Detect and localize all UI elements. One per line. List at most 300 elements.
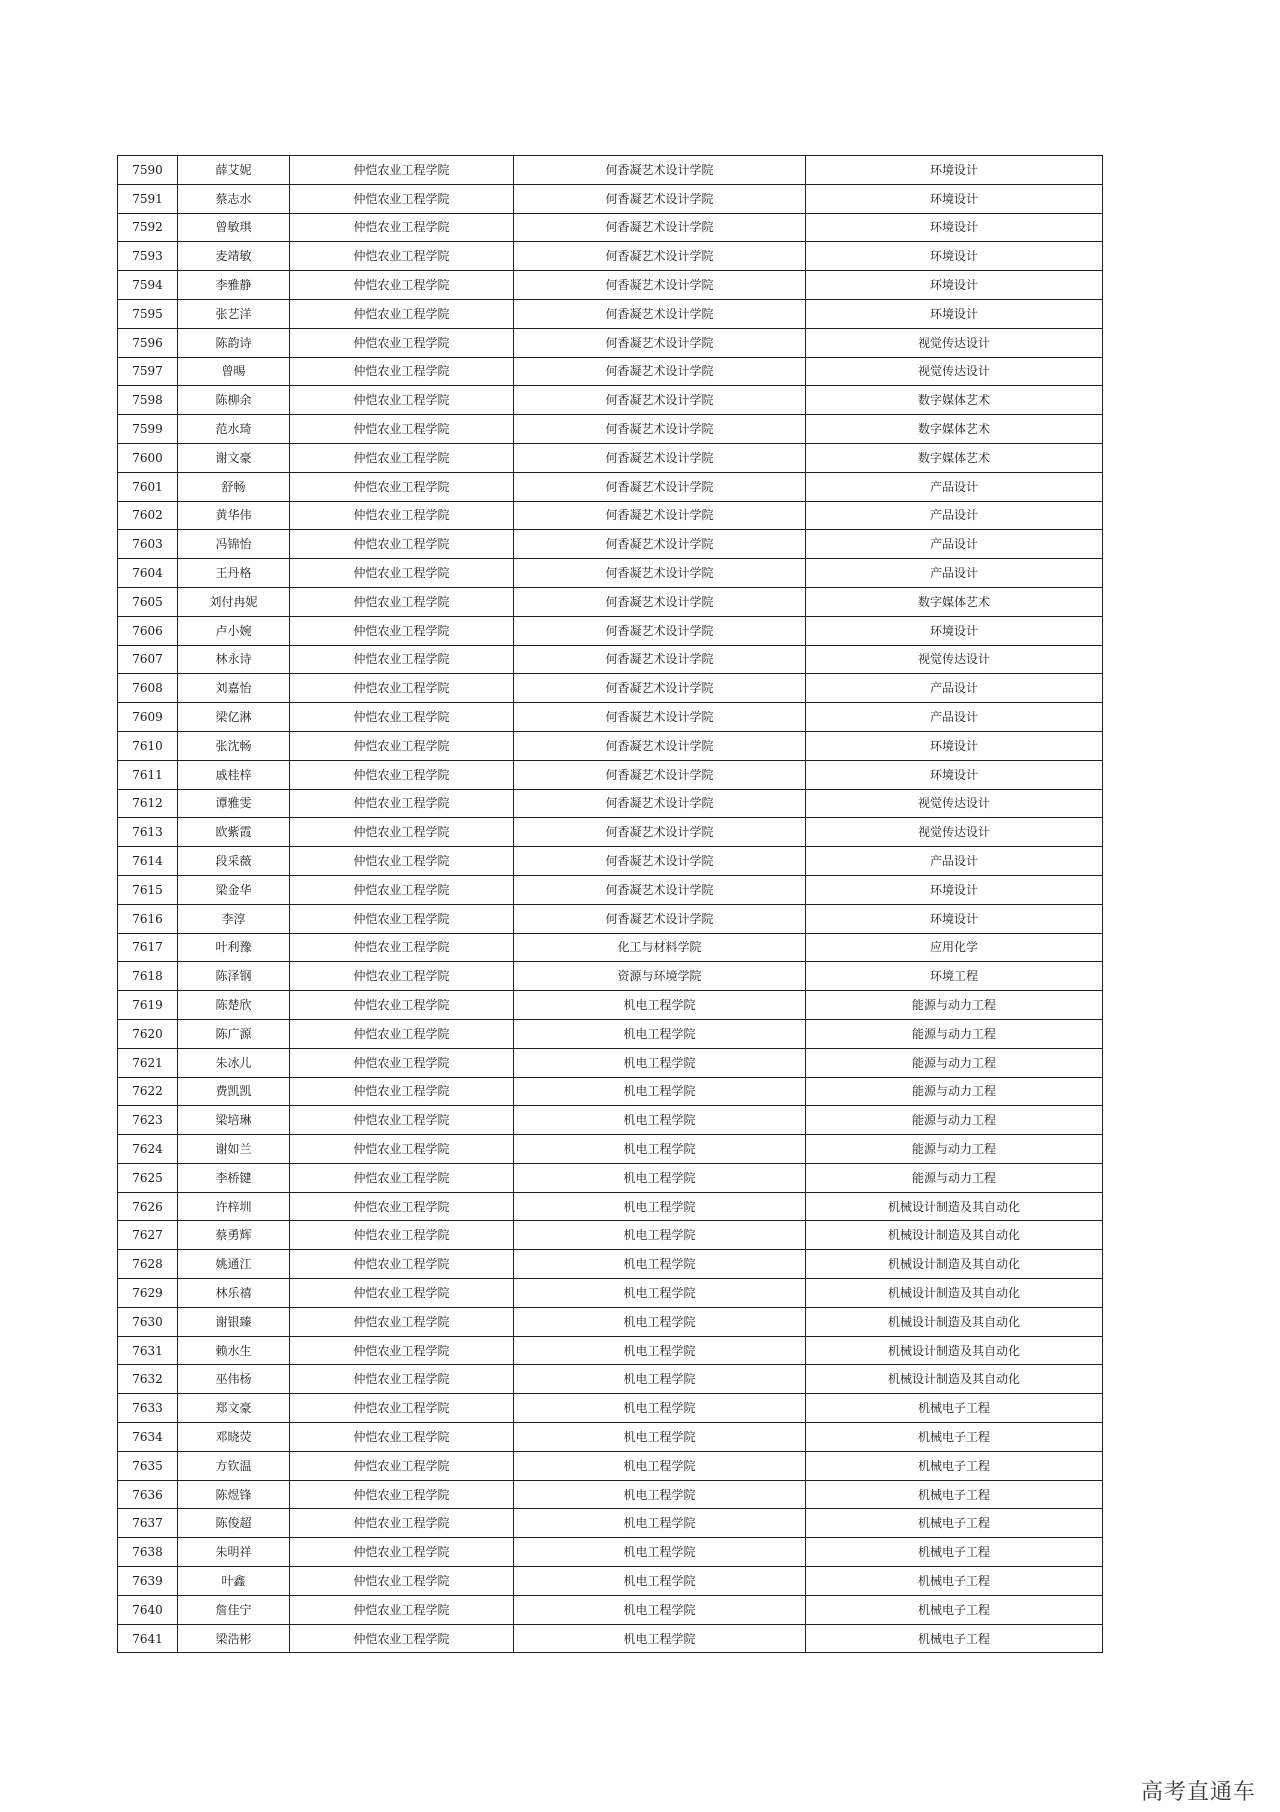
school-cell: 仲恺农业工程学院 [290,703,514,732]
table-row [118,1394,1103,1423]
school-cell: 仲恺农业工程学院 [290,847,514,876]
student-name-cell: 梁浩彬 [178,1624,290,1653]
row-number-cell: 7609 [118,703,178,732]
row-number-cell: 7619 [118,991,178,1020]
major-cell: 视觉传达设计 [806,818,1103,847]
college-cell: 何香凝艺术设计学院 [514,386,806,415]
table-row [118,443,1103,472]
student-name-cell: 卢小婉 [178,616,290,645]
table-row [118,760,1103,789]
row-number-cell: 7636 [118,1480,178,1509]
school-cell: 仲恺农业工程学院 [290,1106,514,1135]
row-number-cell: 7616 [118,904,178,933]
student-name-cell: 林乐禧 [178,1279,290,1308]
school-cell: 仲恺农业工程学院 [290,213,514,242]
major-cell: 数字媒体艺术 [806,415,1103,444]
college-cell: 机电工程学院 [514,1509,806,1538]
table-row [118,1221,1103,1250]
school-cell: 仲恺农业工程学院 [290,1595,514,1624]
college-cell: 机电工程学院 [514,1106,806,1135]
student-name-cell: 谢文豪 [178,443,290,472]
major-cell: 环境设计 [806,760,1103,789]
major-cell: 能源与动力工程 [806,1048,1103,1077]
student-name-cell: 陈煜锋 [178,1480,290,1509]
table-row [118,1019,1103,1048]
school-cell: 仲恺农业工程学院 [290,156,514,185]
student-name-cell: 戚桂梓 [178,760,290,789]
student-name-cell: 姚通江 [178,1250,290,1279]
row-number-cell: 7604 [118,559,178,588]
row-number-cell: 7620 [118,1019,178,1048]
row-number-cell: 7590 [118,156,178,185]
row-number-cell: 7593 [118,242,178,271]
table-row [118,991,1103,1020]
school-cell: 仲恺农业工程学院 [290,818,514,847]
school-cell: 仲恺农业工程学院 [290,1019,514,1048]
table-row [118,789,1103,818]
row-number-cell: 7611 [118,760,178,789]
school-cell: 仲恺农业工程学院 [290,731,514,760]
college-cell: 机电工程学院 [514,1567,806,1596]
table-row [118,674,1103,703]
school-cell: 仲恺农业工程学院 [290,271,514,300]
table-row [118,1336,1103,1365]
row-number-cell: 7618 [118,962,178,991]
student-name-cell: 费凯凯 [178,1077,290,1106]
college-cell: 何香凝艺术设计学院 [514,645,806,674]
student-name-cell: 薛艾妮 [178,156,290,185]
row-number-cell: 7638 [118,1538,178,1567]
college-cell: 何香凝艺术设计学院 [514,875,806,904]
college-cell: 机电工程学院 [514,1077,806,1106]
college-cell: 何香凝艺术设计学院 [514,530,806,559]
school-cell: 仲恺农业工程学院 [290,328,514,357]
major-cell: 能源与动力工程 [806,1163,1103,1192]
table-row [118,299,1103,328]
college-cell: 何香凝艺术设计学院 [514,472,806,501]
school-cell: 仲恺农业工程学院 [290,1567,514,1596]
major-cell: 机械电子工程 [806,1509,1103,1538]
table-row [118,587,1103,616]
row-number-cell: 7597 [118,357,178,386]
row-number-cell: 7633 [118,1394,178,1423]
college-cell: 机电工程学院 [514,1365,806,1394]
major-cell: 环境设计 [806,875,1103,904]
school-cell: 仲恺农业工程学院 [290,760,514,789]
college-cell: 机电工程学院 [514,1163,806,1192]
school-cell: 仲恺农业工程学院 [290,1336,514,1365]
student-name-cell: 麦靖敏 [178,242,290,271]
row-number-cell: 7602 [118,501,178,530]
row-number-cell: 7605 [118,587,178,616]
student-name-cell: 蔡勇辉 [178,1221,290,1250]
college-cell: 机电工程学院 [514,1624,806,1653]
major-cell: 机械电子工程 [806,1567,1103,1596]
table-row [118,1624,1103,1653]
college-cell: 何香凝艺术设计学院 [514,818,806,847]
school-cell: 仲恺农业工程学院 [290,962,514,991]
student-name-cell: 曾敏琪 [178,213,290,242]
school-cell: 仲恺农业工程学院 [290,1307,514,1336]
college-cell: 何香凝艺术设计学院 [514,156,806,185]
school-cell: 仲恺农业工程学院 [290,1509,514,1538]
college-cell: 机电工程学院 [514,1423,806,1452]
table-row [118,415,1103,444]
school-cell: 仲恺农业工程学院 [290,559,514,588]
student-name-cell: 陈柳余 [178,386,290,415]
school-cell: 仲恺农业工程学院 [290,1048,514,1077]
table-row [118,1048,1103,1077]
student-name-cell: 叶鑫 [178,1567,290,1596]
major-cell: 产品设计 [806,530,1103,559]
major-cell: 视觉传达设计 [806,357,1103,386]
major-cell: 能源与动力工程 [806,1019,1103,1048]
student-name-cell: 赖水生 [178,1336,290,1365]
table-row [118,213,1103,242]
major-cell: 产品设计 [806,501,1103,530]
table-row [118,1365,1103,1394]
college-cell: 机电工程学院 [514,1538,806,1567]
row-number-cell: 7631 [118,1336,178,1365]
college-cell: 化工与材料学院 [514,933,806,962]
table-row [118,703,1103,732]
major-cell: 机械电子工程 [806,1624,1103,1653]
row-number-cell: 7607 [118,645,178,674]
row-number-cell: 7630 [118,1307,178,1336]
school-cell: 仲恺农业工程学院 [290,645,514,674]
major-cell: 产品设计 [806,472,1103,501]
table-row [118,1135,1103,1164]
college-cell: 何香凝艺术设计学院 [514,587,806,616]
row-number-cell: 7608 [118,674,178,703]
row-number-cell: 7598 [118,386,178,415]
school-cell: 仲恺农业工程学院 [290,674,514,703]
school-cell: 仲恺农业工程学院 [290,1624,514,1653]
table-row [118,386,1103,415]
row-number-cell: 7591 [118,184,178,213]
row-number-cell: 7627 [118,1221,178,1250]
major-cell: 视觉传达设计 [806,645,1103,674]
student-name-cell: 段采薇 [178,847,290,876]
school-cell: 仲恺农业工程学院 [290,530,514,559]
table-row [118,847,1103,876]
student-name-cell: 巫伟杨 [178,1365,290,1394]
school-cell: 仲恺农业工程学院 [290,299,514,328]
student-name-cell: 陈广源 [178,1019,290,1048]
major-cell: 能源与动力工程 [806,1135,1103,1164]
school-cell: 仲恺农业工程学院 [290,904,514,933]
student-name-cell: 陈泽钢 [178,962,290,991]
major-cell: 环境设计 [806,242,1103,271]
school-cell: 仲恺农业工程学院 [290,616,514,645]
college-cell: 何香凝艺术设计学院 [514,904,806,933]
row-number-cell: 7623 [118,1106,178,1135]
college-cell: 何香凝艺术设计学院 [514,559,806,588]
watermark-text: 高考直通车 [1140,1780,1256,1805]
major-cell: 视觉传达设计 [806,328,1103,357]
major-cell: 环境设计 [806,731,1103,760]
major-cell: 机械设计制造及其自动化 [806,1307,1103,1336]
table-row [118,1106,1103,1135]
student-name-cell: 陈俊超 [178,1509,290,1538]
student-name-cell: 冯锦怡 [178,530,290,559]
college-cell: 何香凝艺术设计学院 [514,616,806,645]
row-number-cell: 7629 [118,1279,178,1308]
school-cell: 仲恺农业工程学院 [290,1451,514,1480]
roster-table [117,155,1103,1653]
major-cell: 机械设计制造及其自动化 [806,1221,1103,1250]
table-row [118,1595,1103,1624]
table-row [118,933,1103,962]
table-row [118,328,1103,357]
table-row [118,271,1103,300]
college-cell: 机电工程学院 [514,1019,806,1048]
school-cell: 仲恺农业工程学院 [290,587,514,616]
student-name-cell: 刘嘉怡 [178,674,290,703]
school-cell: 仲恺农业工程学院 [290,1423,514,1452]
student-name-cell: 舒畅 [178,472,290,501]
major-cell: 能源与动力工程 [806,1077,1103,1106]
college-cell: 机电工程学院 [514,1279,806,1308]
row-number-cell: 7634 [118,1423,178,1452]
table-row [118,1279,1103,1308]
row-number-cell: 7601 [118,472,178,501]
major-cell: 机械电子工程 [806,1394,1103,1423]
school-cell: 仲恺农业工程学院 [290,991,514,1020]
major-cell: 环境设计 [806,213,1103,242]
college-cell: 机电工程学院 [514,1307,806,1336]
college-cell: 机电工程学院 [514,1192,806,1221]
college-cell: 何香凝艺术设计学院 [514,674,806,703]
table-row [118,731,1103,760]
row-number-cell: 7603 [118,530,178,559]
student-name-cell: 谢如兰 [178,1135,290,1164]
student-name-cell: 林永诗 [178,645,290,674]
row-number-cell: 7628 [118,1250,178,1279]
major-cell: 视觉传达设计 [806,789,1103,818]
school-cell: 仲恺农业工程学院 [290,1480,514,1509]
row-number-cell: 7612 [118,789,178,818]
college-cell: 机电工程学院 [514,1480,806,1509]
school-cell: 仲恺农业工程学院 [290,415,514,444]
school-cell: 仲恺农业工程学院 [290,501,514,530]
table-row [118,1567,1103,1596]
college-cell: 何香凝艺术设计学院 [514,299,806,328]
major-cell: 机械设计制造及其自动化 [806,1336,1103,1365]
major-cell: 环境设计 [806,299,1103,328]
school-cell: 仲恺农业工程学院 [290,1192,514,1221]
row-number-cell: 7637 [118,1509,178,1538]
student-name-cell: 刘付冉妮 [178,587,290,616]
student-name-cell: 朱明祥 [178,1538,290,1567]
major-cell: 环境设计 [806,271,1103,300]
college-cell: 机电工程学院 [514,1451,806,1480]
student-name-cell: 许梓圳 [178,1192,290,1221]
major-cell: 机械设计制造及其自动化 [806,1250,1103,1279]
college-cell: 机电工程学院 [514,1250,806,1279]
school-cell: 仲恺农业工程学院 [290,242,514,271]
college-cell: 机电工程学院 [514,1221,806,1250]
student-name-cell: 梁亿淋 [178,703,290,732]
school-cell: 仲恺农业工程学院 [290,1394,514,1423]
college-cell: 何香凝艺术设计学院 [514,357,806,386]
table-row [118,1250,1103,1279]
student-name-cell: 张沈畅 [178,731,290,760]
college-cell: 何香凝艺术设计学院 [514,242,806,271]
college-cell: 何香凝艺术设计学院 [514,501,806,530]
major-cell: 机械电子工程 [806,1595,1103,1624]
row-number-cell: 7621 [118,1048,178,1077]
college-cell: 何香凝艺术设计学院 [514,328,806,357]
row-number-cell: 7599 [118,415,178,444]
student-name-cell: 张艺洋 [178,299,290,328]
college-cell: 何香凝艺术设计学院 [514,443,806,472]
college-cell: 机电工程学院 [514,1336,806,1365]
student-name-cell: 谭雅雯 [178,789,290,818]
row-number-cell: 7606 [118,616,178,645]
student-name-cell: 欧紫霞 [178,818,290,847]
major-cell: 能源与动力工程 [806,991,1103,1020]
school-cell: 仲恺农业工程学院 [290,386,514,415]
college-cell: 机电工程学院 [514,1595,806,1624]
school-cell: 仲恺农业工程学院 [290,1538,514,1567]
college-cell: 机电工程学院 [514,1135,806,1164]
table-row [118,1307,1103,1336]
roster-body [118,156,1103,1653]
student-name-cell: 陈韵诗 [178,328,290,357]
row-number-cell: 7635 [118,1451,178,1480]
college-cell: 何香凝艺术设计学院 [514,184,806,213]
student-name-cell: 曾晹 [178,357,290,386]
college-cell: 何香凝艺术设计学院 [514,213,806,242]
college-cell: 何香凝艺术设计学院 [514,731,806,760]
major-cell: 环境设计 [806,184,1103,213]
college-cell: 何香凝艺术设计学院 [514,415,806,444]
table-row [118,1423,1103,1452]
major-cell: 数字媒体艺术 [806,587,1103,616]
table-row [118,357,1103,386]
student-name-cell: 叶利豫 [178,933,290,962]
school-cell: 仲恺农业工程学院 [290,184,514,213]
student-name-cell: 范水琦 [178,415,290,444]
major-cell: 机械设计制造及其自动化 [806,1365,1103,1394]
table-row [118,818,1103,847]
student-name-cell: 詹佳宁 [178,1595,290,1624]
row-number-cell: 7610 [118,731,178,760]
school-cell: 仲恺农业工程学院 [290,472,514,501]
student-name-cell: 邓晓荧 [178,1423,290,1452]
major-cell: 产品设计 [806,703,1103,732]
row-number-cell: 7625 [118,1163,178,1192]
major-cell: 机械电子工程 [806,1480,1103,1509]
college-cell: 资源与环境学院 [514,962,806,991]
student-name-cell: 李桥键 [178,1163,290,1192]
student-name-cell: 蔡志水 [178,184,290,213]
major-cell: 应用化学 [806,933,1103,962]
row-number-cell: 7641 [118,1624,178,1653]
school-cell: 仲恺农业工程学院 [290,789,514,818]
college-cell: 机电工程学院 [514,1394,806,1423]
college-cell: 何香凝艺术设计学院 [514,271,806,300]
college-cell: 机电工程学院 [514,991,806,1020]
row-number-cell: 7622 [118,1077,178,1106]
table-row [118,1077,1103,1106]
major-cell: 环境设计 [806,156,1103,185]
major-cell: 产品设计 [806,559,1103,588]
college-cell: 何香凝艺术设计学院 [514,789,806,818]
student-name-cell: 王丹格 [178,559,290,588]
college-cell: 何香凝艺术设计学院 [514,847,806,876]
student-name-cell: 陈楚欣 [178,991,290,1020]
major-cell: 机械设计制造及其自动化 [806,1192,1103,1221]
row-number-cell: 7596 [118,328,178,357]
college-cell: 机电工程学院 [514,1048,806,1077]
table-row [118,184,1103,213]
table-row [118,559,1103,588]
student-name-cell: 梁金华 [178,875,290,904]
school-cell: 仲恺农业工程学院 [290,875,514,904]
major-cell: 能源与动力工程 [806,1106,1103,1135]
table-row [118,1192,1103,1221]
row-number-cell: 7624 [118,1135,178,1164]
table-row [118,1451,1103,1480]
major-cell: 机械电子工程 [806,1538,1103,1567]
table-row [118,1509,1103,1538]
row-number-cell: 7632 [118,1365,178,1394]
row-number-cell: 7617 [118,933,178,962]
table-row [118,472,1103,501]
table-row [118,1538,1103,1567]
school-cell: 仲恺农业工程学院 [290,1135,514,1164]
table-row [118,501,1103,530]
school-cell: 仲恺农业工程学院 [290,933,514,962]
row-number-cell: 7640 [118,1595,178,1624]
row-number-cell: 7626 [118,1192,178,1221]
major-cell: 产品设计 [806,674,1103,703]
student-name-cell: 谢银臻 [178,1307,290,1336]
table-row [118,1480,1103,1509]
school-cell: 仲恺农业工程学院 [290,1221,514,1250]
row-number-cell: 7613 [118,818,178,847]
major-cell: 环境设计 [806,904,1103,933]
student-name-cell: 郑文豪 [178,1394,290,1423]
table-row [118,962,1103,991]
major-cell: 机械电子工程 [806,1423,1103,1452]
row-number-cell: 7592 [118,213,178,242]
school-cell: 仲恺农业工程学院 [290,1279,514,1308]
major-cell: 数字媒体艺术 [806,386,1103,415]
row-number-cell: 7615 [118,875,178,904]
school-cell: 仲恺农业工程学院 [290,1250,514,1279]
major-cell: 机械电子工程 [806,1451,1103,1480]
major-cell: 环境工程 [806,962,1103,991]
table-row [118,242,1103,271]
table-row [118,645,1103,674]
major-cell: 机械设计制造及其自动化 [806,1279,1103,1308]
student-name-cell: 李淳 [178,904,290,933]
table-row [118,875,1103,904]
major-cell: 环境设计 [806,616,1103,645]
student-name-cell: 李雅静 [178,271,290,300]
school-cell: 仲恺农业工程学院 [290,443,514,472]
row-number-cell: 7639 [118,1567,178,1596]
school-cell: 仲恺农业工程学院 [290,1365,514,1394]
student-name-cell: 梁培琳 [178,1106,290,1135]
school-cell: 仲恺农业工程学院 [290,1077,514,1106]
row-number-cell: 7600 [118,443,178,472]
college-cell: 何香凝艺术设计学院 [514,703,806,732]
row-number-cell: 7594 [118,271,178,300]
